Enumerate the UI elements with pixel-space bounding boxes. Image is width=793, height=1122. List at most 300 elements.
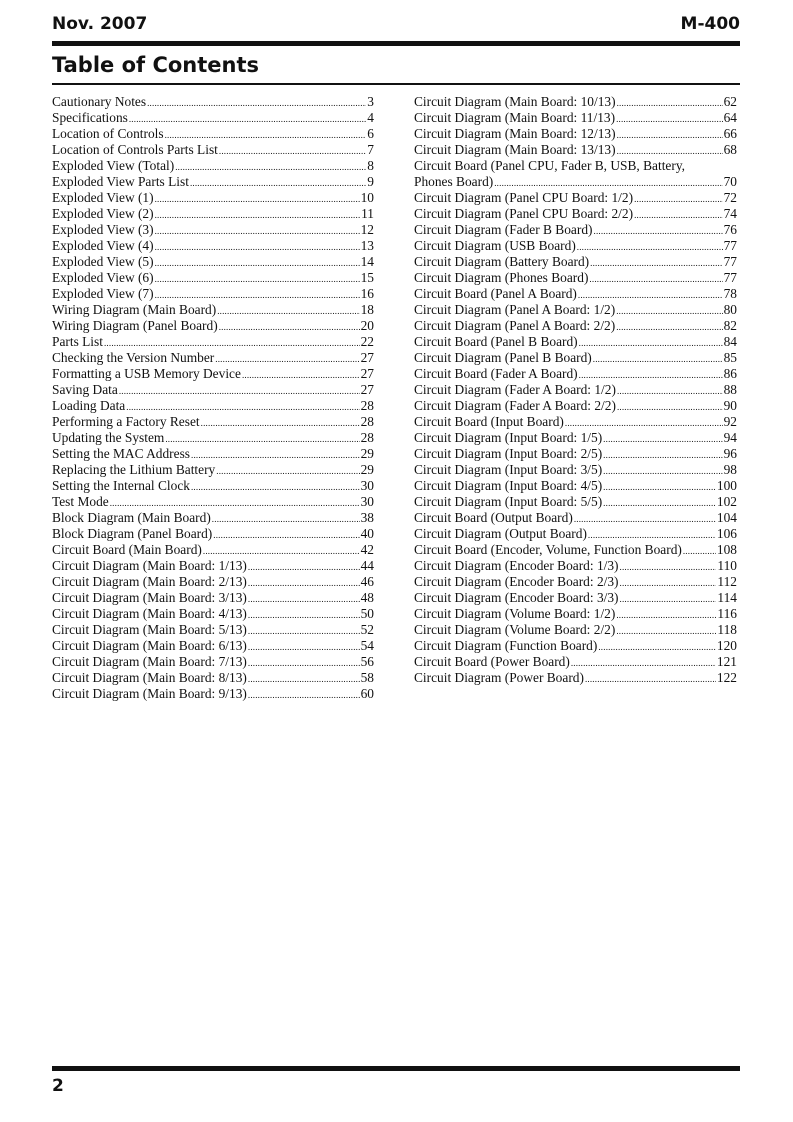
toc-entry-title: Circuit Diagram (Function Board) (414, 638, 598, 653)
toc-leader-dots (110, 495, 360, 511)
toc-entry[interactable] (414, 222, 737, 238)
toc-leader-dots (248, 559, 360, 575)
toc-entry-title: Circuit Board (Output Board) (414, 510, 573, 525)
toc-entry[interactable] (414, 590, 737, 606)
toc-entry[interactable] (414, 206, 737, 222)
toc-entry-title: Circuit Diagram (Main Board: 9/13) (52, 686, 247, 701)
toc-entry-page: 82 (723, 318, 737, 333)
toc-entry[interactable] (414, 526, 737, 542)
toc-entry-title: Exploded View (5) (52, 254, 154, 269)
toc-leader-dots (616, 111, 723, 127)
toc-entry-title: Circuit Diagram (Phones Board) (414, 270, 589, 285)
toc-entry[interactable] (52, 238, 374, 254)
toc-entry-page: 8 (367, 158, 374, 173)
toc-entry[interactable] (52, 254, 374, 270)
toc-entry-page: 92 (723, 414, 737, 429)
toc-entry-title: Circuit Diagram (Encoder Board: 2/3) (414, 574, 619, 589)
toc-entry-page: 9 (367, 174, 374, 189)
toc-entry-title: Loading Data (52, 398, 126, 413)
toc-entry-title: Circuit Diagram (Fader A Board: 1/2) (414, 382, 616, 397)
toc-entry-page: 14 (360, 254, 374, 269)
toc-entry[interactable] (414, 126, 737, 142)
toc-entry-title: Circuit Diagram (Panel CPU Board: 1/2) (414, 190, 634, 205)
toc-entry[interactable] (414, 318, 737, 334)
toc-entry-title: Circuit Diagram (Input Board: 1/5) (414, 430, 603, 445)
toc-entry-title: Circuit Diagram (Main Board: 5/13) (52, 622, 247, 637)
toc-entry[interactable] (414, 350, 737, 366)
toc-entry[interactable] (414, 574, 737, 590)
toc-entry[interactable] (414, 366, 737, 382)
toc-entry-title: Circuit Diagram (Output Board) (414, 526, 587, 541)
toc-leader-dots (578, 287, 723, 303)
toc-entry-title: Formatting a USB Memory Device (52, 366, 241, 381)
toc-leader-dots (579, 367, 723, 383)
toc-leader-dots (590, 255, 722, 271)
toc-entry-title: Block Diagram (Panel Board) (52, 526, 213, 541)
toc-entry[interactable] (414, 270, 737, 286)
toc-entry[interactable] (414, 446, 737, 462)
toc-entry[interactable] (52, 510, 374, 526)
toc-entry-page: 44 (360, 558, 374, 573)
toc-leader-dots (603, 463, 722, 479)
toc-entry[interactable] (52, 286, 374, 302)
toc-entry-title: Cautionary Notes (52, 94, 147, 109)
toc-entry-page: 116 (717, 606, 737, 621)
toc-entry-title: Replacing the Lithium Battery (52, 462, 216, 477)
toc-entry-title: Exploded View (2) (52, 206, 154, 221)
toc-entry-title: Circuit Board (Main Board) (52, 542, 202, 557)
toc-entry-title: Circuit Diagram (Volume Board: 2/2) (414, 622, 616, 637)
toc-leader-dots (190, 175, 366, 191)
toc-leader-dots (155, 287, 360, 303)
toc-entry-page: 27 (360, 366, 374, 381)
toc-entry-title: Circuit Diagram (Main Board: 7/13) (52, 654, 247, 669)
toc-entry[interactable] (52, 446, 374, 462)
toc-entry-title: Setting the MAC Address (52, 446, 190, 461)
toc-entry-page: 27 (360, 350, 374, 365)
toc-entry-page: 90 (723, 398, 737, 413)
toc-leader-dots (603, 431, 722, 447)
footer-rule (52, 1066, 740, 1071)
toc-entry[interactable] (414, 158, 737, 174)
toc-entry-page: 122 (716, 670, 737, 685)
toc-entry[interactable] (414, 542, 737, 558)
toc-entry[interactable] (414, 334, 737, 350)
toc-entry-page: 13 (360, 238, 374, 253)
toc-entry[interactable] (414, 494, 737, 510)
page-header (52, 14, 740, 34)
toc-entry-title: Circuit Diagram (Panel CPU Board: 2/2) (414, 206, 634, 221)
toc-entry-title: Exploded View Parts List (52, 174, 189, 189)
toc-leader-dots (588, 527, 716, 543)
toc-leader-dots (165, 127, 367, 143)
toc-entry-title: Circuit Diagram (Input Board: 2/5) (414, 446, 603, 461)
toc-leader-dots (565, 415, 723, 431)
toc-entry[interactable] (52, 158, 374, 174)
toc-entry-page: 85 (723, 350, 737, 365)
toc-entry[interactable] (414, 510, 737, 526)
toc-entry-title: Exploded View (3) (52, 222, 154, 237)
toc-entry-page: 68 (723, 142, 737, 157)
toc-entry-page: 64 (723, 110, 737, 125)
toc-entry-page: 77 (723, 270, 737, 285)
toc-entry-page: 28 (360, 430, 374, 445)
toc-entry-page: 30 (360, 494, 374, 509)
toc-entry-page: 30 (360, 478, 374, 493)
toc-leader-dots (620, 575, 717, 591)
toc-entry-title: Circuit Board (Encoder, Volume, Function Board) (414, 542, 682, 557)
toc-entry[interactable] (414, 462, 737, 478)
toc-leader-dots (248, 671, 360, 687)
toc-entry-page: 84 (723, 334, 737, 349)
toc-entry[interactable] (52, 542, 374, 558)
toc-entry-page: 77 (723, 254, 737, 269)
toc-entry-title: Circuit Diagram (Input Board: 5/5) (414, 494, 603, 509)
toc-entry[interactable] (52, 430, 374, 446)
toc-entry-title: Exploded View (7) (52, 286, 154, 301)
toc-entry-page: 11 (361, 206, 374, 221)
toc-leader-dots (126, 399, 359, 415)
toc-column-left (52, 94, 374, 702)
toc-entry[interactable] (414, 94, 737, 110)
toc-leader-dots (248, 591, 360, 607)
toc-leader-dots (155, 223, 360, 239)
toc-entry-title: Checking the Version Number (52, 350, 215, 365)
toc-leader-dots (147, 95, 366, 111)
toc-entry[interactable] (52, 302, 374, 318)
toc-entry-title: Circuit Board (Input Board) (414, 414, 564, 429)
toc-entry-page: 70 (723, 174, 737, 189)
toc-leader-dots (248, 655, 360, 671)
toc-entry[interactable] (52, 590, 374, 606)
toc-leader-dots (683, 543, 716, 559)
toc-leader-dots (616, 303, 722, 319)
toc-entry-title: Circuit Diagram (Volume Board: 1/2) (414, 606, 616, 621)
toc-entry-page: 72 (723, 190, 737, 205)
toc-entry-page: 96 (723, 446, 737, 461)
toc-entry-page: 20 (360, 318, 374, 333)
toc-entry[interactable] (414, 622, 737, 638)
toc-leader-dots (616, 319, 722, 335)
toc-entry-title: Exploded View (6) (52, 270, 154, 285)
toc-leader-dots (216, 463, 359, 479)
toc-entry[interactable] (52, 94, 374, 110)
toc-leader-dots (213, 527, 359, 543)
header-date: Nov. 2007 (52, 14, 148, 34)
toc-entry-title: Circuit Diagram (Main Board: 4/13) (52, 606, 247, 621)
toc-leader-dots (201, 415, 360, 431)
toc-entry[interactable] (52, 558, 374, 574)
toc-entry-page: 88 (723, 382, 737, 397)
toc-leader-dots (248, 607, 360, 623)
toc-entry-title: Circuit Board (Panel B Board) (414, 334, 578, 349)
toc-entry[interactable] (414, 286, 737, 302)
toc-leader-dots (494, 175, 722, 191)
toc-entry-page: 29 (360, 446, 374, 461)
toc-entry-page: 4 (367, 110, 374, 125)
toc-leader-dots (248, 687, 360, 703)
toc-entry[interactable] (52, 494, 374, 510)
toc-entry-page: 56 (360, 654, 374, 669)
toc-entry[interactable] (414, 142, 737, 158)
toc-entry-page: 74 (723, 206, 737, 221)
toc-entry[interactable] (52, 654, 374, 670)
toc-leader-dots (579, 335, 723, 351)
toc-entry[interactable] (52, 670, 374, 686)
toc-leader-dots (212, 511, 360, 527)
toc-entry-title: Circuit Diagram (Panel B Board) (414, 350, 592, 365)
toc-entry[interactable] (52, 574, 374, 590)
toc-entry-page: 112 (717, 574, 737, 589)
toc-entry-page: 29 (360, 462, 374, 477)
toc-leader-dots (129, 111, 366, 127)
toc-leader-dots (165, 431, 359, 447)
toc-leader-dots (119, 383, 360, 399)
toc-entry-page: 6 (367, 126, 374, 141)
toc-leader-dots (191, 479, 360, 495)
toc-entry-page: 108 (716, 542, 737, 557)
toc-entry-title: Block Diagram (Main Board) (52, 510, 211, 525)
toc-entry-page: 118 (717, 622, 737, 637)
toc-leader-dots (248, 623, 360, 639)
toc-entry-title: Circuit Diagram (Fader A Board: 2/2) (414, 398, 616, 413)
toc-leader-dots (219, 143, 366, 159)
toc-entry-title: Location of Controls (52, 126, 164, 141)
toc-entry-title: Circuit Diagram (Panel A Board: 2/2) (414, 318, 616, 333)
toc-entry-page: 102 (716, 494, 737, 509)
toc-entry-title: Circuit Diagram (Input Board: 3/5) (414, 462, 603, 477)
toc-leader-dots (155, 207, 361, 223)
toc-entry-title: Exploded View (1) (52, 190, 154, 205)
toc-entry[interactable] (52, 334, 374, 350)
toc-leader-dots (571, 655, 716, 671)
toc-leader-dots (577, 239, 723, 255)
toc-entry[interactable] (52, 686, 374, 702)
toc-entry[interactable] (52, 526, 374, 542)
toc-entry-title: Circuit Diagram (USB Board) (414, 238, 576, 253)
toc-leader-dots (617, 127, 723, 143)
toc-entry[interactable] (52, 142, 374, 158)
toc-leader-dots (617, 399, 723, 415)
toc-entry-page: 120 (716, 638, 737, 653)
toc-leader-dots (603, 447, 722, 463)
toc-entry-title: Circuit Board (Fader A Board) (414, 366, 578, 381)
toc-leader-dots (574, 511, 716, 527)
toc-entry-page: 7 (367, 142, 374, 157)
toc-entry-page: 28 (360, 414, 374, 429)
toc-entry[interactable] (414, 654, 737, 670)
toc-leader-dots (620, 591, 717, 607)
toc-leader-dots (598, 639, 716, 655)
toc-entry[interactable] (52, 478, 374, 494)
toc-entry-title: Exploded View (Total) (52, 158, 175, 173)
toc-entry-page: 16 (360, 286, 374, 301)
toc-entry-page: 60 (360, 686, 374, 701)
toc-leader-dots (634, 207, 723, 223)
toc-entry-page: 78 (723, 286, 737, 301)
toc-entry-page: 76 (723, 222, 737, 237)
toc-entry-title: Updating the System (52, 430, 165, 445)
toc-entry-title: Circuit Board (Power Board) (414, 654, 570, 669)
toc-leader-dots (617, 143, 723, 159)
toc-entry-title: Exploded View (4) (52, 238, 154, 253)
toc-entry-title: Wiring Diagram (Main Board) (52, 302, 217, 317)
toc-leader-dots (585, 671, 716, 687)
toc-leader-dots (616, 607, 716, 623)
toc-leader-dots (603, 495, 716, 511)
toc-entry[interactable] (52, 382, 374, 398)
toc-leader-dots (203, 543, 360, 559)
toc-leader-dots (634, 191, 723, 207)
toc-entry[interactable] (52, 638, 374, 654)
toc-entry[interactable] (414, 558, 737, 574)
toc-entry-page: 110 (717, 558, 737, 573)
toc-entry-page: 114 (717, 590, 737, 605)
toc-leader-dots (104, 335, 360, 351)
toc-leader-dots (242, 367, 360, 383)
toc-entry-page: 28 (360, 398, 374, 413)
toc-entry-page: 38 (360, 510, 374, 525)
toc-entry-title: Circuit Diagram (Main Board: 2/13) (52, 574, 247, 589)
toc-entry-page: 12 (360, 222, 374, 237)
toc-entry[interactable] (414, 398, 737, 414)
toc-entry-title: Saving Data (52, 382, 118, 397)
header-rule (52, 41, 740, 46)
toc-entry-title: Circuit Board (Panel A Board) (414, 286, 577, 301)
toc-entry-page: 22 (360, 334, 374, 349)
toc-entry-title: Circuit Diagram (Main Board: 12/13) (414, 126, 616, 141)
toc-entry[interactable] (414, 190, 737, 206)
toc-leader-dots (155, 271, 360, 287)
toc-entry-title: Phones Board) (414, 174, 494, 189)
toc-leader-dots (594, 223, 723, 239)
toc-column-right (414, 94, 737, 686)
toc-entry[interactable] (414, 670, 737, 686)
toc-entry-page: 52 (360, 622, 374, 637)
toc-entry[interactable] (52, 622, 374, 638)
page-title: Table of Contents (52, 53, 260, 77)
toc-entry[interactable] (414, 302, 737, 318)
toc-entry[interactable] (52, 350, 374, 366)
toc-entry-page: 94 (723, 430, 737, 445)
toc-leader-dots (248, 639, 360, 655)
toc-entry-title: Specifications (52, 110, 128, 125)
toc-entry-title: Circuit Diagram (Main Board: 6/13) (52, 638, 247, 653)
toc-entry-page: 10 (360, 190, 374, 205)
toc-leader-dots (155, 191, 360, 207)
toc-entry[interactable] (414, 110, 737, 126)
toc-entry[interactable] (414, 606, 737, 622)
toc-entry-title: Circuit Board (Panel CPU, Fader B, USB, Battery, (414, 158, 686, 173)
toc-entry-page: 86 (723, 366, 737, 381)
toc-entry-title: Circuit Diagram (Encoder Board: 1/3) (414, 558, 619, 573)
toc-leader-dots (617, 383, 723, 399)
toc-entry[interactable] (414, 174, 737, 190)
toc-entry-page: 18 (360, 302, 374, 317)
toc-entry-page: 40 (360, 526, 374, 541)
toc-leader-dots (620, 559, 717, 575)
toc-entry-page: 46 (360, 574, 374, 589)
toc-leader-dots (175, 159, 366, 175)
toc-leader-dots (617, 95, 723, 111)
toc-entry[interactable] (414, 478, 737, 494)
toc-entry-page: 121 (716, 654, 737, 669)
toc-entry[interactable] (52, 110, 374, 126)
toc-entry[interactable] (414, 382, 737, 398)
toc-entry[interactable] (52, 366, 374, 382)
toc-entry-page: 15 (360, 270, 374, 285)
toc-entry[interactable] (52, 174, 374, 190)
title-rule (52, 83, 740, 85)
toc-entry[interactable] (52, 222, 374, 238)
toc-entry[interactable] (52, 318, 374, 334)
toc-entry[interactable] (414, 638, 737, 654)
toc-leader-dots (616, 623, 716, 639)
toc-entry-page: 50 (360, 606, 374, 621)
toc-entry[interactable] (414, 238, 737, 254)
toc-entry-title: Circuit Diagram (Fader B Board) (414, 222, 593, 237)
toc-entry-page: 106 (716, 526, 737, 541)
toc-entry-title: Circuit Diagram (Power Board) (414, 670, 584, 685)
toc-entry-page: 66 (723, 126, 737, 141)
toc-entry-title: Test Mode (52, 494, 109, 509)
toc-leader-dots (217, 303, 359, 319)
toc-entry-title: Circuit Diagram (Main Board: 10/13) (414, 94, 616, 109)
toc-entry[interactable] (52, 462, 374, 478)
header-model: M-400 (680, 14, 740, 34)
toc-leader-dots (191, 447, 360, 463)
toc-entry-title: Circuit Diagram (Input Board: 4/5) (414, 478, 603, 493)
toc-entry-page: 58 (360, 670, 374, 685)
toc-entry[interactable] (414, 430, 737, 446)
toc-entry-title: Circuit Diagram (Encoder Board: 3/3) (414, 590, 619, 605)
toc-leader-dots (248, 575, 360, 591)
toc-entry-title: Circuit Diagram (Panel A Board: 1/2) (414, 302, 616, 317)
toc-entry[interactable] (52, 606, 374, 622)
page-number: 2 (52, 1076, 64, 1096)
toc-leader-dots (603, 479, 716, 495)
toc-entry-title: Location of Controls Parts List (52, 142, 218, 157)
toc-leader-dots (219, 319, 360, 335)
toc-entry[interactable] (52, 398, 374, 414)
toc-leader-dots (155, 239, 360, 255)
toc-entry[interactable] (52, 190, 374, 206)
toc-entry[interactable] (52, 126, 374, 142)
toc-leader-dots (215, 351, 359, 367)
toc-entry-page: 98 (723, 462, 737, 477)
toc-entry-title: Parts List (52, 334, 103, 349)
toc-entry-title: Setting the Internal Clock (52, 478, 190, 493)
toc-entry-page: 77 (723, 238, 737, 253)
toc-entry-page: 27 (360, 382, 374, 397)
toc-entry-page: 104 (716, 510, 737, 525)
toc-entry-page: 3 (367, 94, 374, 109)
toc-entry[interactable] (52, 206, 374, 222)
toc-entry-title: Circuit Diagram (Battery Board) (414, 254, 590, 269)
toc-leader-dots (593, 351, 723, 367)
toc-entry[interactable] (52, 270, 374, 286)
toc-entry[interactable] (414, 414, 737, 430)
toc-entry-title: Circuit Diagram (Main Board: 13/13) (414, 142, 616, 157)
toc-entry-page: 42 (360, 542, 374, 557)
toc-entry[interactable] (414, 254, 737, 270)
toc-entry-title: Wiring Diagram (Panel Board) (52, 318, 218, 333)
toc-entry-title: Circuit Diagram (Main Board: 1/13) (52, 558, 247, 573)
toc-leader-dots (589, 271, 722, 287)
toc-entry[interactable] (52, 414, 374, 430)
toc-entry-page: 48 (360, 590, 374, 605)
toc-entry-title: Circuit Diagram (Main Board: 8/13) (52, 670, 247, 685)
